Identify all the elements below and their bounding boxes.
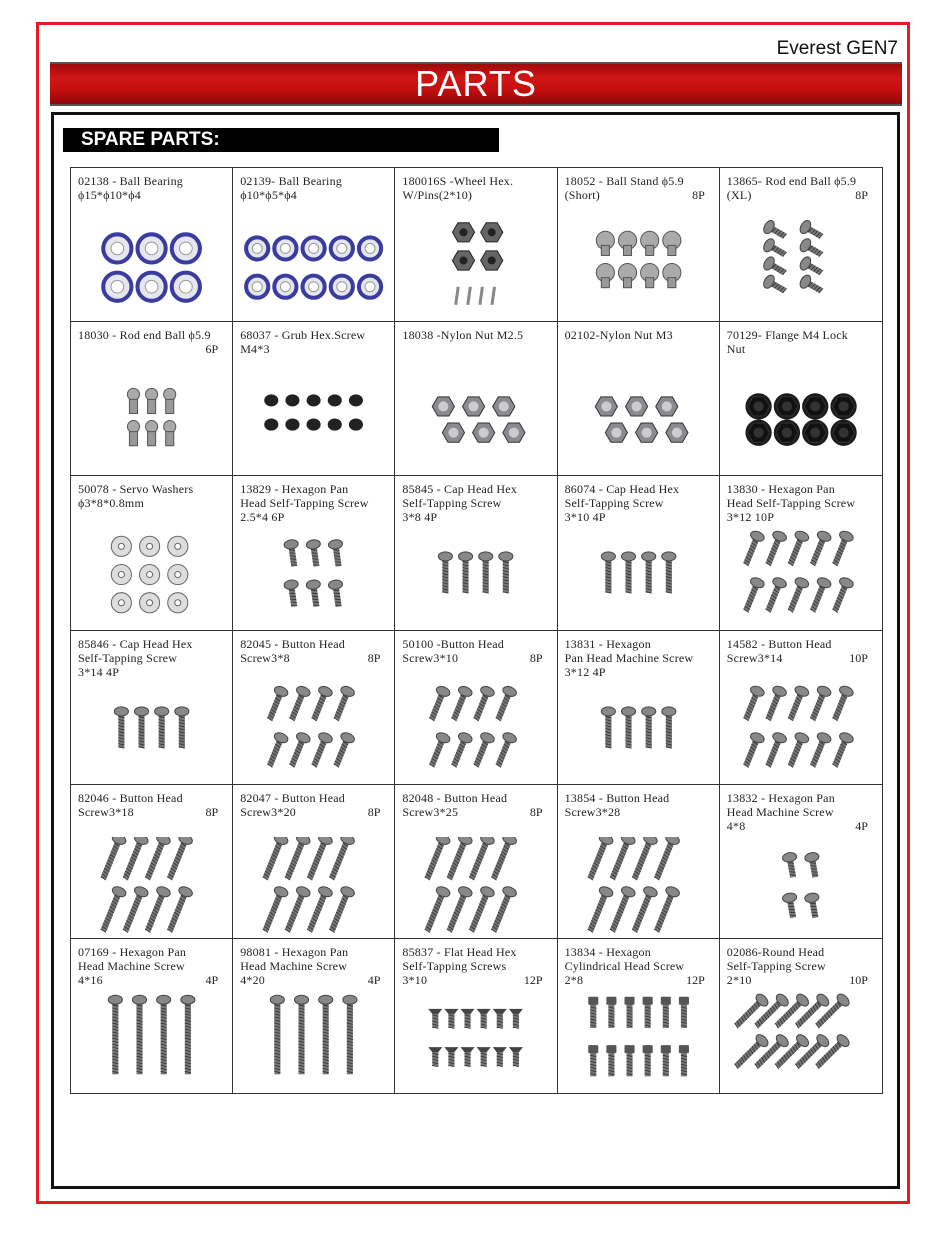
part-cell (395, 476, 557, 630)
bearing-small-icon (233, 220, 394, 321)
part-label: 02139- Ball Bearing ϕ10*ϕ5*ϕ4 (240, 174, 342, 202)
long-machine-4-icon (233, 991, 394, 1093)
cap-screw-4-icon (395, 528, 556, 629)
part-label: 18030 - Rod end Ball ϕ5.9 (78, 328, 211, 343)
part-cell (71, 168, 233, 322)
part-cell (71, 322, 233, 476)
part-quantity: 10P (849, 972, 868, 987)
part-label: 98081 - Hexagon Pan Head Machine Screw 4*20 (240, 944, 349, 987)
rod-end-ball-icon (71, 374, 232, 475)
slant-screw-10-icon (720, 528, 882, 629)
part-quantity: 4P (367, 972, 381, 987)
part-label: 180016S -Wheel Hex. W/Pins(2*10) (402, 174, 514, 202)
part-label: 02138 - Ball Bearing ϕ15*ϕ10*ϕ4 (78, 174, 183, 202)
part-label: 13854 - Button Head Screw3*28 (564, 790, 670, 819)
part-label: 82045 - Button Head Screw3*8 (240, 636, 345, 665)
cap-screw-4-icon (71, 683, 232, 784)
part-cell (720, 322, 882, 476)
nylon-nut-icon (395, 374, 556, 475)
part-label: 13865- Rod end Ball ϕ5.9 (XL) (726, 174, 857, 202)
part-cell (720, 785, 882, 939)
part-quantity: 8P (367, 804, 381, 819)
part-cell (233, 939, 395, 1093)
part-quantity: 10P (849, 650, 868, 665)
washer-icon (71, 528, 232, 629)
part-quantity: 8P (367, 650, 381, 665)
part-cell (233, 785, 395, 939)
part-quantity: 8P (529, 804, 543, 819)
part-label: 50078 - Servo Washers ϕ3*8*0.8mm (78, 482, 194, 511)
part-label: 85845 - Cap Head Hex Self-Tapping Screw 3*8 4P (402, 482, 518, 525)
slant-screw-10-icon (720, 683, 882, 784)
short-screw-4-icon (720, 837, 882, 938)
part-label: 13829 - Hexagon Pan Head Self-Tapping Screw 2.5*4 6P (240, 482, 369, 525)
part-cell (558, 785, 720, 939)
part-cell (395, 631, 557, 785)
part-quantity: 8P (692, 188, 705, 202)
grub-screw-icon (233, 374, 394, 475)
part-cell (395, 785, 557, 939)
bearing-large-icon (71, 220, 232, 321)
part-quantity: 12P (686, 972, 705, 987)
part-cell (233, 476, 395, 630)
part-cell (558, 631, 720, 785)
section-title: SPARE PARTS: (63, 128, 499, 152)
cap-screw-4-icon (558, 683, 719, 784)
part-cell (71, 476, 233, 630)
part-label: 85837 - Flat Head Hex Self-Tapping Screws 3*10 (402, 944, 517, 987)
part-quantity: 12P (523, 972, 543, 987)
part-cell (71, 631, 233, 785)
part-cell (720, 631, 882, 785)
part-cell (395, 939, 557, 1093)
nylon-nut-icon (558, 374, 719, 475)
part-quantity: 8P (205, 804, 219, 819)
part-label: 86074 - Cap Head Hex Self-Tapping Screw 3*10 4P (564, 482, 680, 525)
flange-nut-icon (720, 374, 882, 475)
long-screw-8-icon (395, 837, 556, 938)
part-quantity: 4P (855, 818, 868, 833)
part-quantity: 4P (205, 972, 219, 987)
slant-screw-8-icon (395, 683, 556, 784)
part-label: 02086-Round Head Self-Tapping Screw 2*10 (726, 944, 826, 987)
part-label: 18038 -Nylon Nut M2.5 (402, 328, 524, 343)
slant-screw-8-icon (233, 683, 394, 784)
parts-grid (70, 167, 883, 1094)
part-cell (720, 476, 882, 630)
diag-screw-10-icon (720, 991, 882, 1093)
socket-screw-12-icon (558, 991, 719, 1093)
part-label: 14582 - Button Head Screw3*14 (726, 636, 832, 665)
part-cell (71, 939, 233, 1093)
rod-end-xl-icon (720, 220, 882, 321)
part-label: 82048 - Button Head Screw3*25 (402, 790, 508, 819)
wheel-hex-icon (395, 220, 556, 321)
part-label: 02102-Nylon Nut M3 (564, 328, 673, 343)
part-cell (558, 939, 720, 1093)
part-cell (558, 168, 720, 322)
flat-screw-12-icon (395, 991, 556, 1093)
part-cell (233, 168, 395, 322)
parts-banner (50, 62, 902, 106)
long-screw-8-icon (233, 837, 394, 938)
part-cell (233, 322, 395, 476)
cap-screw-4-icon (558, 528, 719, 629)
long-machine-4-icon (71, 991, 232, 1093)
part-label: 13834 - Hexagon Cylindrical Head Screw 2*8 (564, 944, 685, 987)
part-label: 18052 - Ball Stand ϕ5.9 (Short) (564, 174, 684, 202)
part-label: 13831 - Hexagon Pan Head Machine Screw 3*12 4P (564, 636, 694, 679)
part-cell (395, 322, 557, 476)
short-screw-6-icon (233, 528, 394, 629)
part-label: 85846 - Cap Head Hex Self-Tapping Screw 3*14 4P (78, 636, 193, 679)
part-label: 82046 - Button Head Screw3*18 (78, 790, 183, 819)
part-label: 50100 -Button Head Screw3*10 (402, 636, 504, 665)
part-label: 68037 - Grub Hex.Screw M4*3 (240, 328, 366, 357)
part-cell (558, 322, 720, 476)
part-quantity: 6P (205, 342, 219, 357)
part-label: 13830 - Hexagon Pan Head Self-Tapping Screw 3*12 10P (726, 482, 856, 525)
ball-stand-icon (558, 220, 719, 321)
part-quantity: 8P (855, 188, 868, 202)
part-cell (395, 168, 557, 322)
long-screw-8-icon (71, 837, 232, 938)
part-cell (71, 785, 233, 939)
banner-title: PARTS (415, 63, 537, 104)
part-cell (720, 168, 882, 322)
part-label: 07169 - Hexagon Pan Head Machine Screw 4*16 (78, 944, 187, 987)
brand-title: Everest GEN7 (776, 38, 898, 59)
part-label: 70129- Flange M4 Lock Nut (726, 328, 848, 357)
part-label: 13832 - Hexagon Pan Head Machine Screw 4*8 (726, 790, 835, 833)
part-label: 82047 - Button Head Screw3*20 (240, 790, 345, 819)
part-cell (233, 631, 395, 785)
part-cell (720, 939, 882, 1093)
part-cell (558, 476, 720, 630)
part-quantity: 8P (529, 650, 543, 665)
long-screw-8-icon (558, 837, 719, 938)
